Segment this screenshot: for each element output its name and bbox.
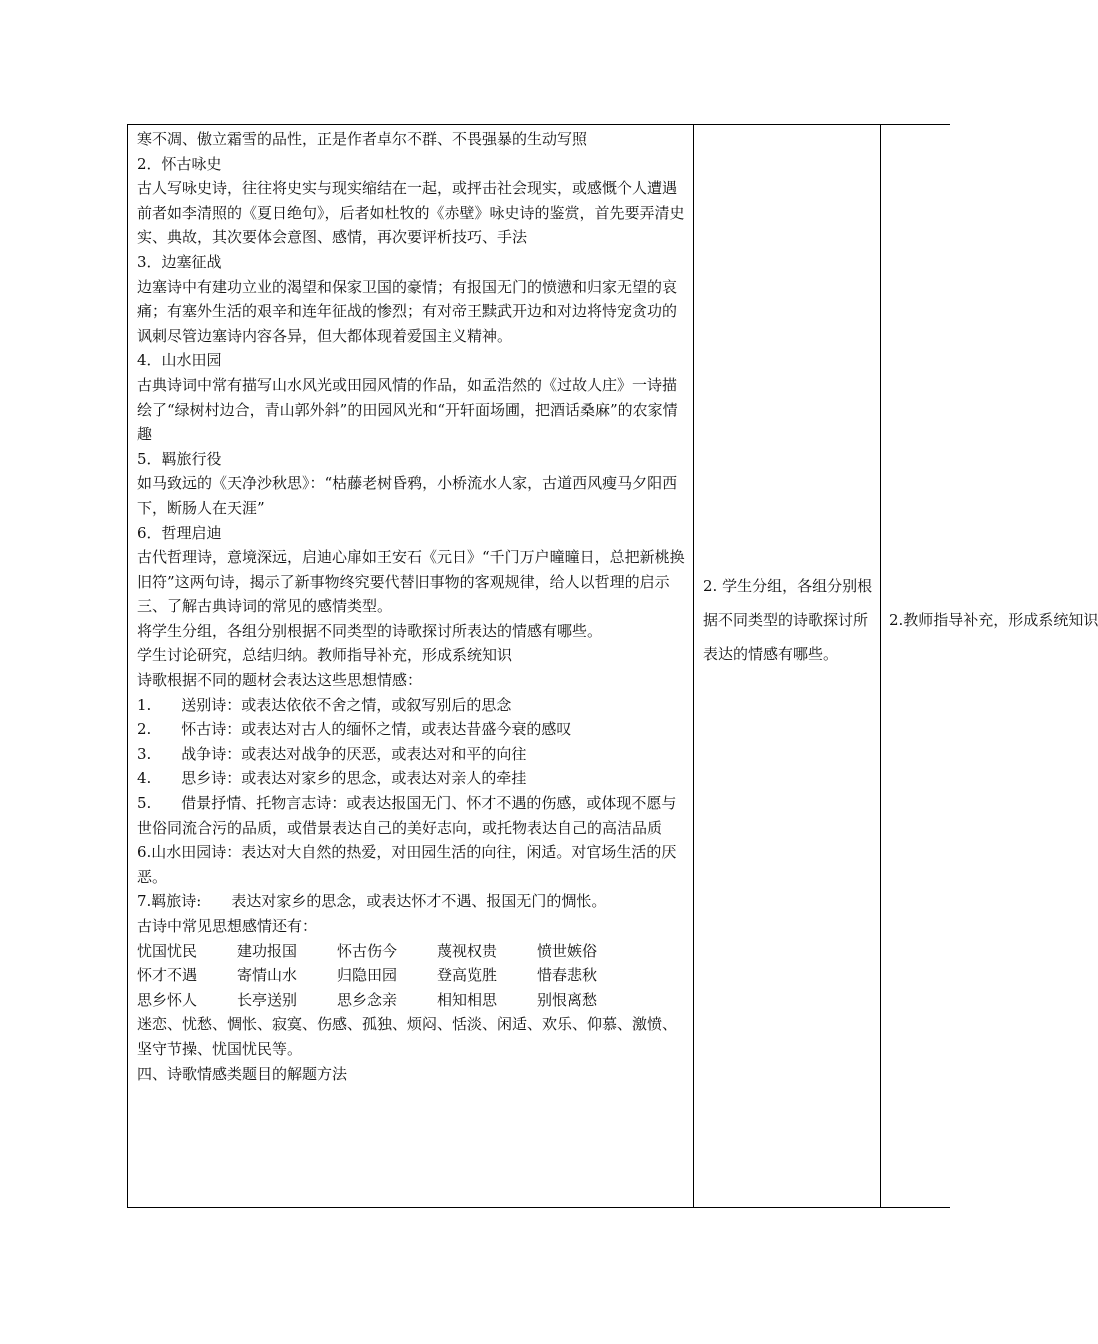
- list-item: 7.羁旅诗: 表达对家乡的思念，或表达怀才不遇、报国无门的惆怅。: [137, 892, 607, 911]
- text-line: 古代哲理诗，意境深远，启迪心扉如王安石《元日》“千门万户曈曈日，总把新桃换旧符”这两句诗，揭示了新事物终究要代替旧事物的客观规律，给人以哲理的启示: [137, 548, 685, 591]
- emotion-row: [137, 963, 685, 988]
- text-line: 边塞诗中有建功立业的渴望和保家卫国的豪情；有报国无门的愤懑和归家无望的哀痛；有塞外生活的艰辛和连年征战的惨烈；有对帝王黩武开边和对边将恃宠贪功的讽刺尽管边塞诗内容各异，但大都体现着爱国主义精神。: [137, 277, 678, 345]
- content-column: [128, 125, 694, 1207]
- text-line: 古典诗词中常有描写山水风光或田园风情的作品，如孟浩然的《过故人庄》一诗描绘了“绿树村边合，青山郭外斜”的田园风光和“开轩面场圃，把酒话桑麻”的农家情趣: [137, 375, 678, 444]
- lesson-table: [127, 124, 1098, 1208]
- emotion-term: 相知相思: [437, 990, 498, 1009]
- list-item: 2. 怀古诗：或表达对古人的缅怀之情，或表达昔盛今衰的感叹: [137, 720, 572, 739]
- emotion-term: 登高览胜: [437, 966, 498, 985]
- emotion-row: [137, 988, 685, 1013]
- text-line: 学生讨论研究，总结归纳。教师指导补充，形成系统知识: [137, 646, 513, 665]
- text-line: 迷恋、忧愁、惆怅、寂寞、伤感、孤独、烦闷、恬淡、闲适、欢乐、仰慕、激愤、坚守节操、忧国忧民等。: [137, 1015, 678, 1058]
- emotion-term: 思乡怀人: [137, 990, 198, 1009]
- text-line: 寒不凋、傲立霜雪的品性，正是作者卓尔不群、不畏强暴的生动写照: [137, 130, 588, 148]
- teacher-activity-column: [881, 125, 1098, 1207]
- emotion-term: 建功报国: [237, 941, 298, 960]
- emotion-term: 长亭送别: [237, 990, 298, 1009]
- heading-line: 3．边塞征战: [137, 252, 222, 271]
- text-line: 古人写咏史诗，往往将史实与现实缩结在一起，或抨击社会现实，或感慨个人遭遇前者如李清照的《夏日绝句》，后者如杜牧的《赤壁》咏史诗的鉴赏，首先要弄清史实、典故，其次要体会意图、感情，再次要评析技巧、手法: [137, 179, 685, 247]
- emotion-term: 怀才不遇: [137, 966, 198, 985]
- text-line: 诗歌根据不同的题材会表达这些思想情感：: [137, 671, 423, 690]
- heading-line: 5．羁旅行役: [137, 449, 222, 468]
- emotion-term: 忧国忧民: [137, 941, 198, 960]
- list-item: 4. 思乡诗：或表达对家乡的思念，或表达对亲人的牵挂: [137, 769, 527, 788]
- emotion-term: 归隐田园: [337, 966, 398, 985]
- list-item: 5. 借景抒情、托物言志诗：或表达报国无门、怀才不遇的伤感，或体现不愿与世俗同流合污的品质，或借景表达自己的美好志向，或托物表达自己的高洁品质: [137, 794, 677, 837]
- heading-line: 2．怀古咏史: [137, 154, 222, 173]
- heading-line: 4．山水田园: [137, 351, 222, 370]
- heading-line: 6．哲理启迪: [137, 523, 222, 542]
- list-item: 6.山水田园诗：表达对大自然的热爱，对田园生活的向往，闲适。对官场生活的厌恶。: [137, 843, 677, 886]
- emotion-term: 蔑视权贵: [437, 941, 498, 960]
- text-line: 如马致远的《天净沙秋思》：“枯藤老树昏鸦，小桥流水人家，古道西风瘦马夕阳西下，断肠人在天涯”: [137, 474, 678, 517]
- student-activity-column: [694, 125, 881, 1207]
- student-activity-text: 2. 学生分组，各组分别根据不同类型的诗歌探讨所表达的情感有哪些。: [703, 577, 873, 663]
- emotion-term: 寄情山水: [237, 966, 298, 985]
- section-heading: 四、诗歌情感类题目的解题方法: [137, 1064, 348, 1083]
- emotion-term: 思乡念亲: [337, 990, 398, 1009]
- emotion-term: 惜春悲秋: [537, 966, 598, 985]
- section-heading: 三、了解古典诗词的常见的感情类型。: [137, 597, 393, 616]
- emotion-term: 怀古伤今: [337, 941, 398, 960]
- list-item: 3. 战争诗：或表达对战争的厌恶，或表达对和平的向往: [137, 744, 527, 763]
- text-line: 古诗中常见思想感情还有：: [137, 917, 318, 935]
- emotion-term: 别恨离愁: [537, 990, 598, 1009]
- text-line: 将学生分组，各组分别根据不同类型的诗歌探讨所表达的情感有哪些。: [137, 621, 603, 640]
- teacher-activity-text: 2.教师指导补充，形成系统知识: [889, 611, 1098, 629]
- list-item: 1. 送别诗：或表达依依不舍之情，或叙写别后的思念: [137, 695, 512, 714]
- emotion-row: [137, 939, 685, 964]
- emotion-term: 愤世嫉俗: [537, 941, 598, 960]
